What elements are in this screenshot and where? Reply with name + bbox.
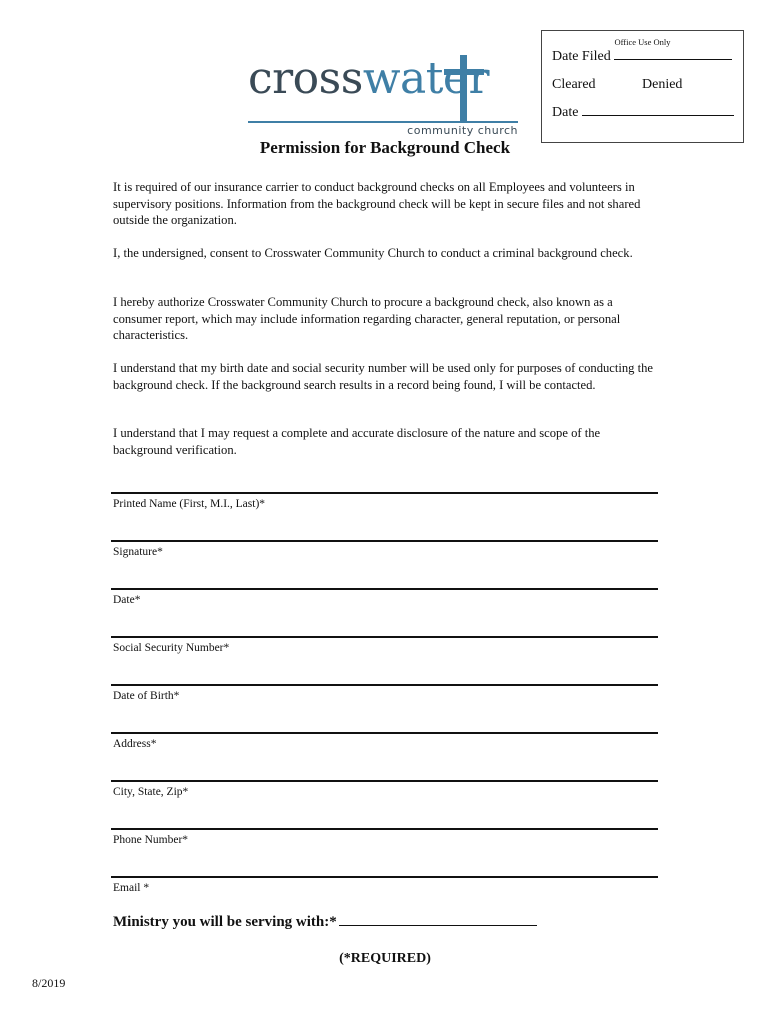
cleared-label: Cleared — [552, 77, 596, 92]
paragraph-insurance: It is required of our insurance carrier to conduct background checks on all Employees and volunteers in supervisory positions. Information from the background check will be kept in secure files and not shared outside the organization. — [113, 180, 641, 228]
address-label: Address* — [113, 738, 157, 750]
form-revision-date: 8/2019 — [32, 976, 66, 990]
ministry-row — [113, 914, 537, 931]
ministry-input-line[interactable] — [339, 924, 537, 926]
date-filed-line[interactable] — [614, 58, 732, 60]
city-state-zip-field[interactable] — [111, 780, 658, 798]
date-field[interactable] — [111, 588, 658, 606]
logo-wordmark — [248, 53, 489, 104]
required-note: (*REQUIRED) — [339, 951, 431, 966]
printed-name-field[interactable] — [111, 492, 658, 510]
printed-name-label: Printed Name (First, M.I., Last)* — [113, 498, 266, 510]
crosswater-logo — [248, 55, 528, 140]
date-label: Date* — [113, 594, 141, 606]
ssn-label: Social Security Number* — [113, 642, 230, 654]
denied-label: Denied — [642, 77, 683, 92]
signature-label: Signature* — [113, 546, 163, 558]
paragraph-disclosure: I understand that I may request a complete and accurate disclosure of the nature and scope of the background verification. — [113, 426, 601, 457]
office-date-row — [552, 105, 734, 121]
logo-rule — [248, 121, 518, 123]
status-row — [552, 77, 596, 93]
page-title-text: Permission for Background Check — [259, 138, 511, 157]
office-use-title: Office Use Only — [614, 37, 671, 47]
paragraph-authorize: I hereby authorize Crosswater Community Church to procure a background check, also known as a consumer report, which may include information regarding character, general reputation, or personal characteristics. — [113, 295, 621, 343]
ministry-label: Ministry you will be serving with:* — [113, 914, 337, 930]
paragraph-consent: I, the undersigned, consent to Crosswater Community Church to conduct a criminal background check. — [113, 246, 633, 260]
logo-word-cross: cross — [248, 53, 363, 104]
phone-number-label: Phone Number* — [113, 834, 189, 846]
city-state-zip-label: City, State, Zip* — [113, 786, 189, 798]
page-title — [0, 138, 770, 158]
date-of-birth-label: Date of Birth* — [113, 690, 180, 702]
email-label: Email * — [113, 882, 150, 894]
date-filed-label: Date Filed — [552, 49, 611, 64]
signature-field[interactable] — [111, 540, 658, 558]
denied-row — [642, 77, 682, 93]
address-field[interactable] — [111, 732, 658, 750]
ssn-field[interactable] — [111, 636, 658, 654]
office-use-box — [541, 30, 744, 143]
phone-number-field[interactable] — [111, 828, 658, 846]
logo-word-water: water — [362, 53, 489, 104]
date-of-birth-field[interactable] — [111, 684, 658, 702]
email-field[interactable] — [111, 876, 658, 894]
logo-subtitle: community church — [407, 124, 518, 137]
office-date-label: Date — [552, 105, 579, 120]
date-filed-row — [552, 49, 732, 65]
office-date-line[interactable] — [582, 114, 734, 116]
paragraph-ssn-use: I understand that my birth date and social security number will be used only for purposes of conducting the background check. If the background search results in a record being found, I will be contacted. — [113, 361, 654, 392]
